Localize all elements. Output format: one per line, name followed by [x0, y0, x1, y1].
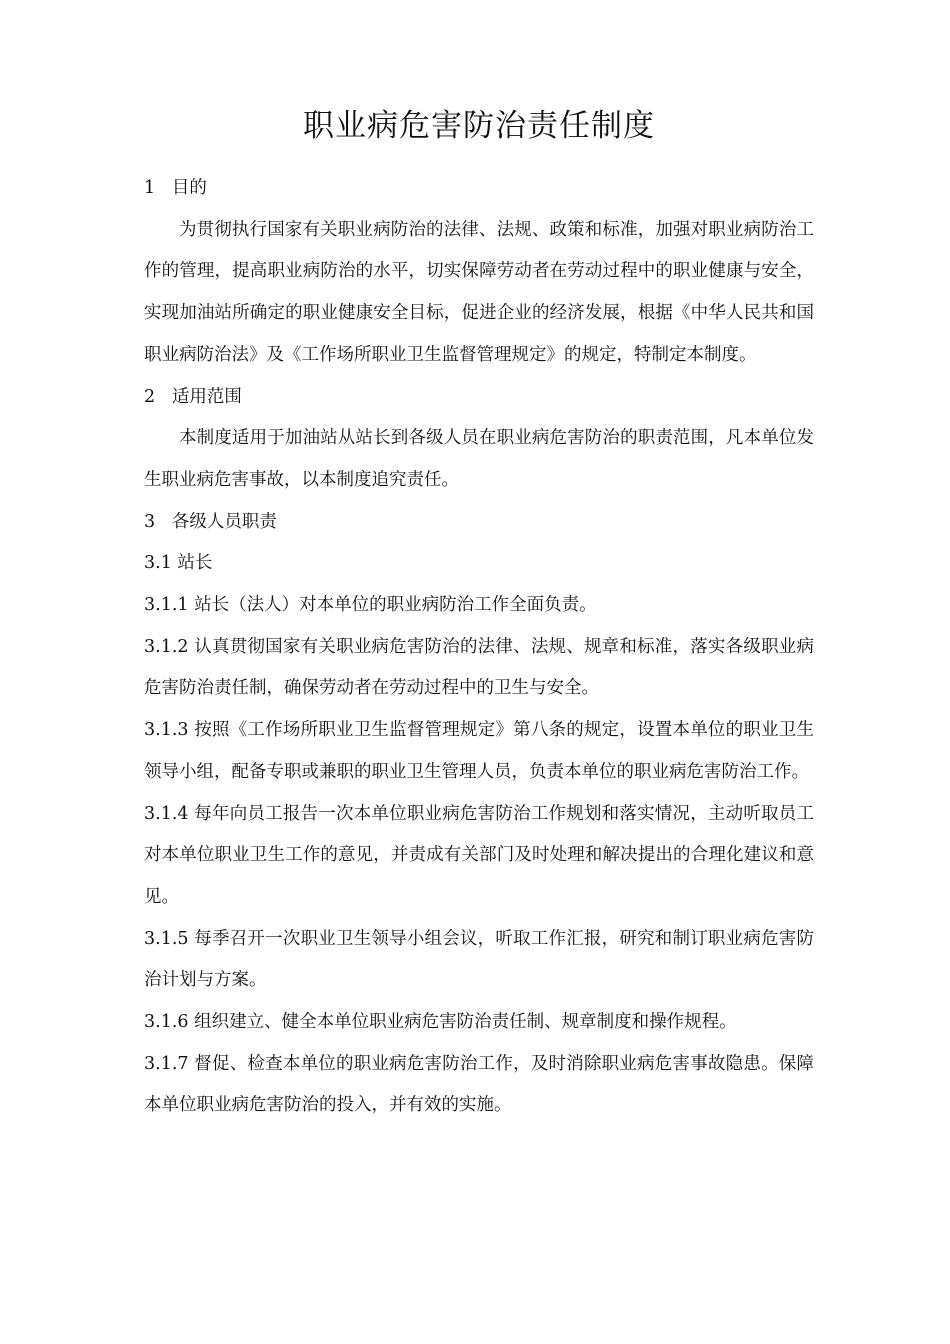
paragraph-purpose: 为贯彻执行国家有关职业病防治的法律、法规、政策和标准，加强对职业病防治工作的管理，提高职业病防治的水平，切实保障劳动者在劳动过程中的职业健康与安全，实现加油站所确定的职业健康安全目标，促进企业的经济发展，根据《中华人民共和国职业病防治法》及《工作场所职业卫生监督管理规定》的规定，特制定本制度。 [144, 219, 814, 365]
clause-3-1-5: 3.1.5 每季召开一次职业卫生领导小组会议，听取工作汇报，研究和制订职业病危害防治计划与方案。 [144, 928, 814, 991]
section-heading-scope: 2 适用范围 [144, 386, 242, 407]
document-body [144, 168, 814, 1127]
clause-3-1-4: 3.1.4 每年向员工报告一次本单位职业病危害防治工作规划和落实情况，主动听取员工对本单位职业卫生工作的意见，并责成有关部门及时处理和解决提出的合理化建议和意见。 [144, 803, 814, 907]
document-title: 职业病危害防治责任制度 [303, 108, 655, 144]
clause-3-1-1: 3.1.1 站长（法人）对本单位的职业病防治工作全面负责。 [144, 595, 597, 616]
clause-3-1-2: 3.1.2 认真贯彻国家有关职业病危害防治的法律、法规、规章和标准，落实各级职业病危害防治责任制，确保劳动者在劳动过程中的卫生与安全。 [144, 636, 814, 699]
clause-3-1-3: 3.1.3 按照《工作场所职业卫生监督管理规定》第八条的规定，设置本单位的职业卫生领导小组，配备专职或兼职的职业卫生管理人员，负责本单位的职业病危害防治工作。 [144, 720, 814, 782]
subsection-heading-station-manager: 3.1 站长 [144, 553, 213, 574]
clause-3-1-7: 3.1.7 督促、检查本单位的职业病危害防治工作，及时消除职业病危害事故隐患。保障本单位职业病危害防治的投入，并有效的实施。 [144, 1053, 814, 1116]
clause-3-1-6: 3.1.6 组织建立、健全本单位职业病危害防治责任制、规章制度和操作规程。 [144, 1012, 737, 1033]
paragraph-scope: 本制度适用于加油站从站长到各级人员在职业病危害防治的职责范围，凡本单位发生职业病危害事故，以本制度追究责任。 [144, 428, 814, 490]
section-heading-duties: 3 各级人员职责 [144, 511, 277, 532]
section-heading-purpose: 1 目的 [144, 178, 207, 198]
